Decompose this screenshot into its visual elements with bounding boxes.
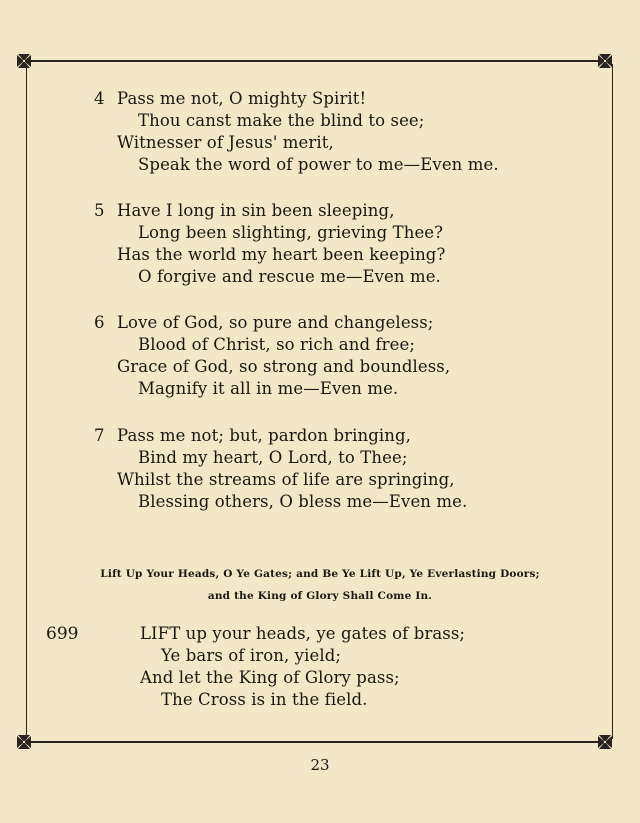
verse-line: Has the world my heart been keeping?: [117, 245, 446, 264]
hymn-heading-line-1: Lift Up Your Heads, O Ye Gates; and Be Ye Lift Up, Ye Everlasting Doors;: [100, 568, 540, 580]
verse-line: Pass me not; but, pardon bringing,: [117, 426, 412, 445]
maltese-cross-icon: [596, 52, 614, 70]
verse-line: And let the King of Glory pass;: [140, 668, 400, 687]
verse-line: Thou canst make the blind to see;: [138, 111, 425, 130]
verse-line: The Cross is in the field.: [161, 690, 368, 709]
verse-line: Long been slighting, grieving Thee?: [138, 223, 444, 242]
hymn-heading-line-2: and the King of Glory Shall Come In.: [207, 590, 433, 602]
bottom-border-rule: [28, 741, 612, 743]
verse-line: Ye bars of iron, yield;: [161, 646, 342, 665]
maltese-cross-icon: [15, 733, 33, 751]
verse-line: Grace of God, so strong and boundless,: [117, 357, 451, 376]
verse-line: O forgive and rescue me—Even me.: [138, 267, 441, 286]
maltese-cross-icon: [15, 52, 33, 70]
hymn-number: 699: [46, 624, 79, 644]
right-border-rule: [612, 64, 613, 739]
verse-line: Speak the word of power to me—Even me.: [138, 155, 499, 174]
verse-number: 7: [94, 426, 105, 445]
verse-line: LIFT up your heads, ye gates of brass;: [140, 624, 466, 643]
maltese-cross-icon: [596, 733, 614, 751]
verse-line: Witnesser of Jesus' merit,: [117, 133, 334, 152]
verse-line: Pass me not, O mighty Spirit!: [117, 89, 367, 108]
verse-line: Blessing others, O bless me—Even me.: [138, 492, 468, 511]
left-border-rule: [26, 64, 27, 739]
verse-number: 6: [94, 313, 105, 332]
verse-line: Bind my heart, O Lord, to Thee;: [138, 448, 408, 467]
page-number: 23: [310, 756, 330, 774]
verse-line: Magnify it all in me—Even me.: [138, 379, 399, 398]
verse-line: Blood of Christ, so rich and free;: [138, 335, 416, 354]
verse-number: 5: [94, 201, 105, 220]
verse-number: 4: [94, 89, 105, 108]
verse-line: Whilst the streams of life are springing,: [117, 470, 455, 489]
top-border-rule: [28, 60, 612, 62]
verse-line: Love of God, so pure and changeless;: [117, 313, 434, 332]
verse-line: Have I long in sin been sleeping,: [117, 201, 395, 220]
